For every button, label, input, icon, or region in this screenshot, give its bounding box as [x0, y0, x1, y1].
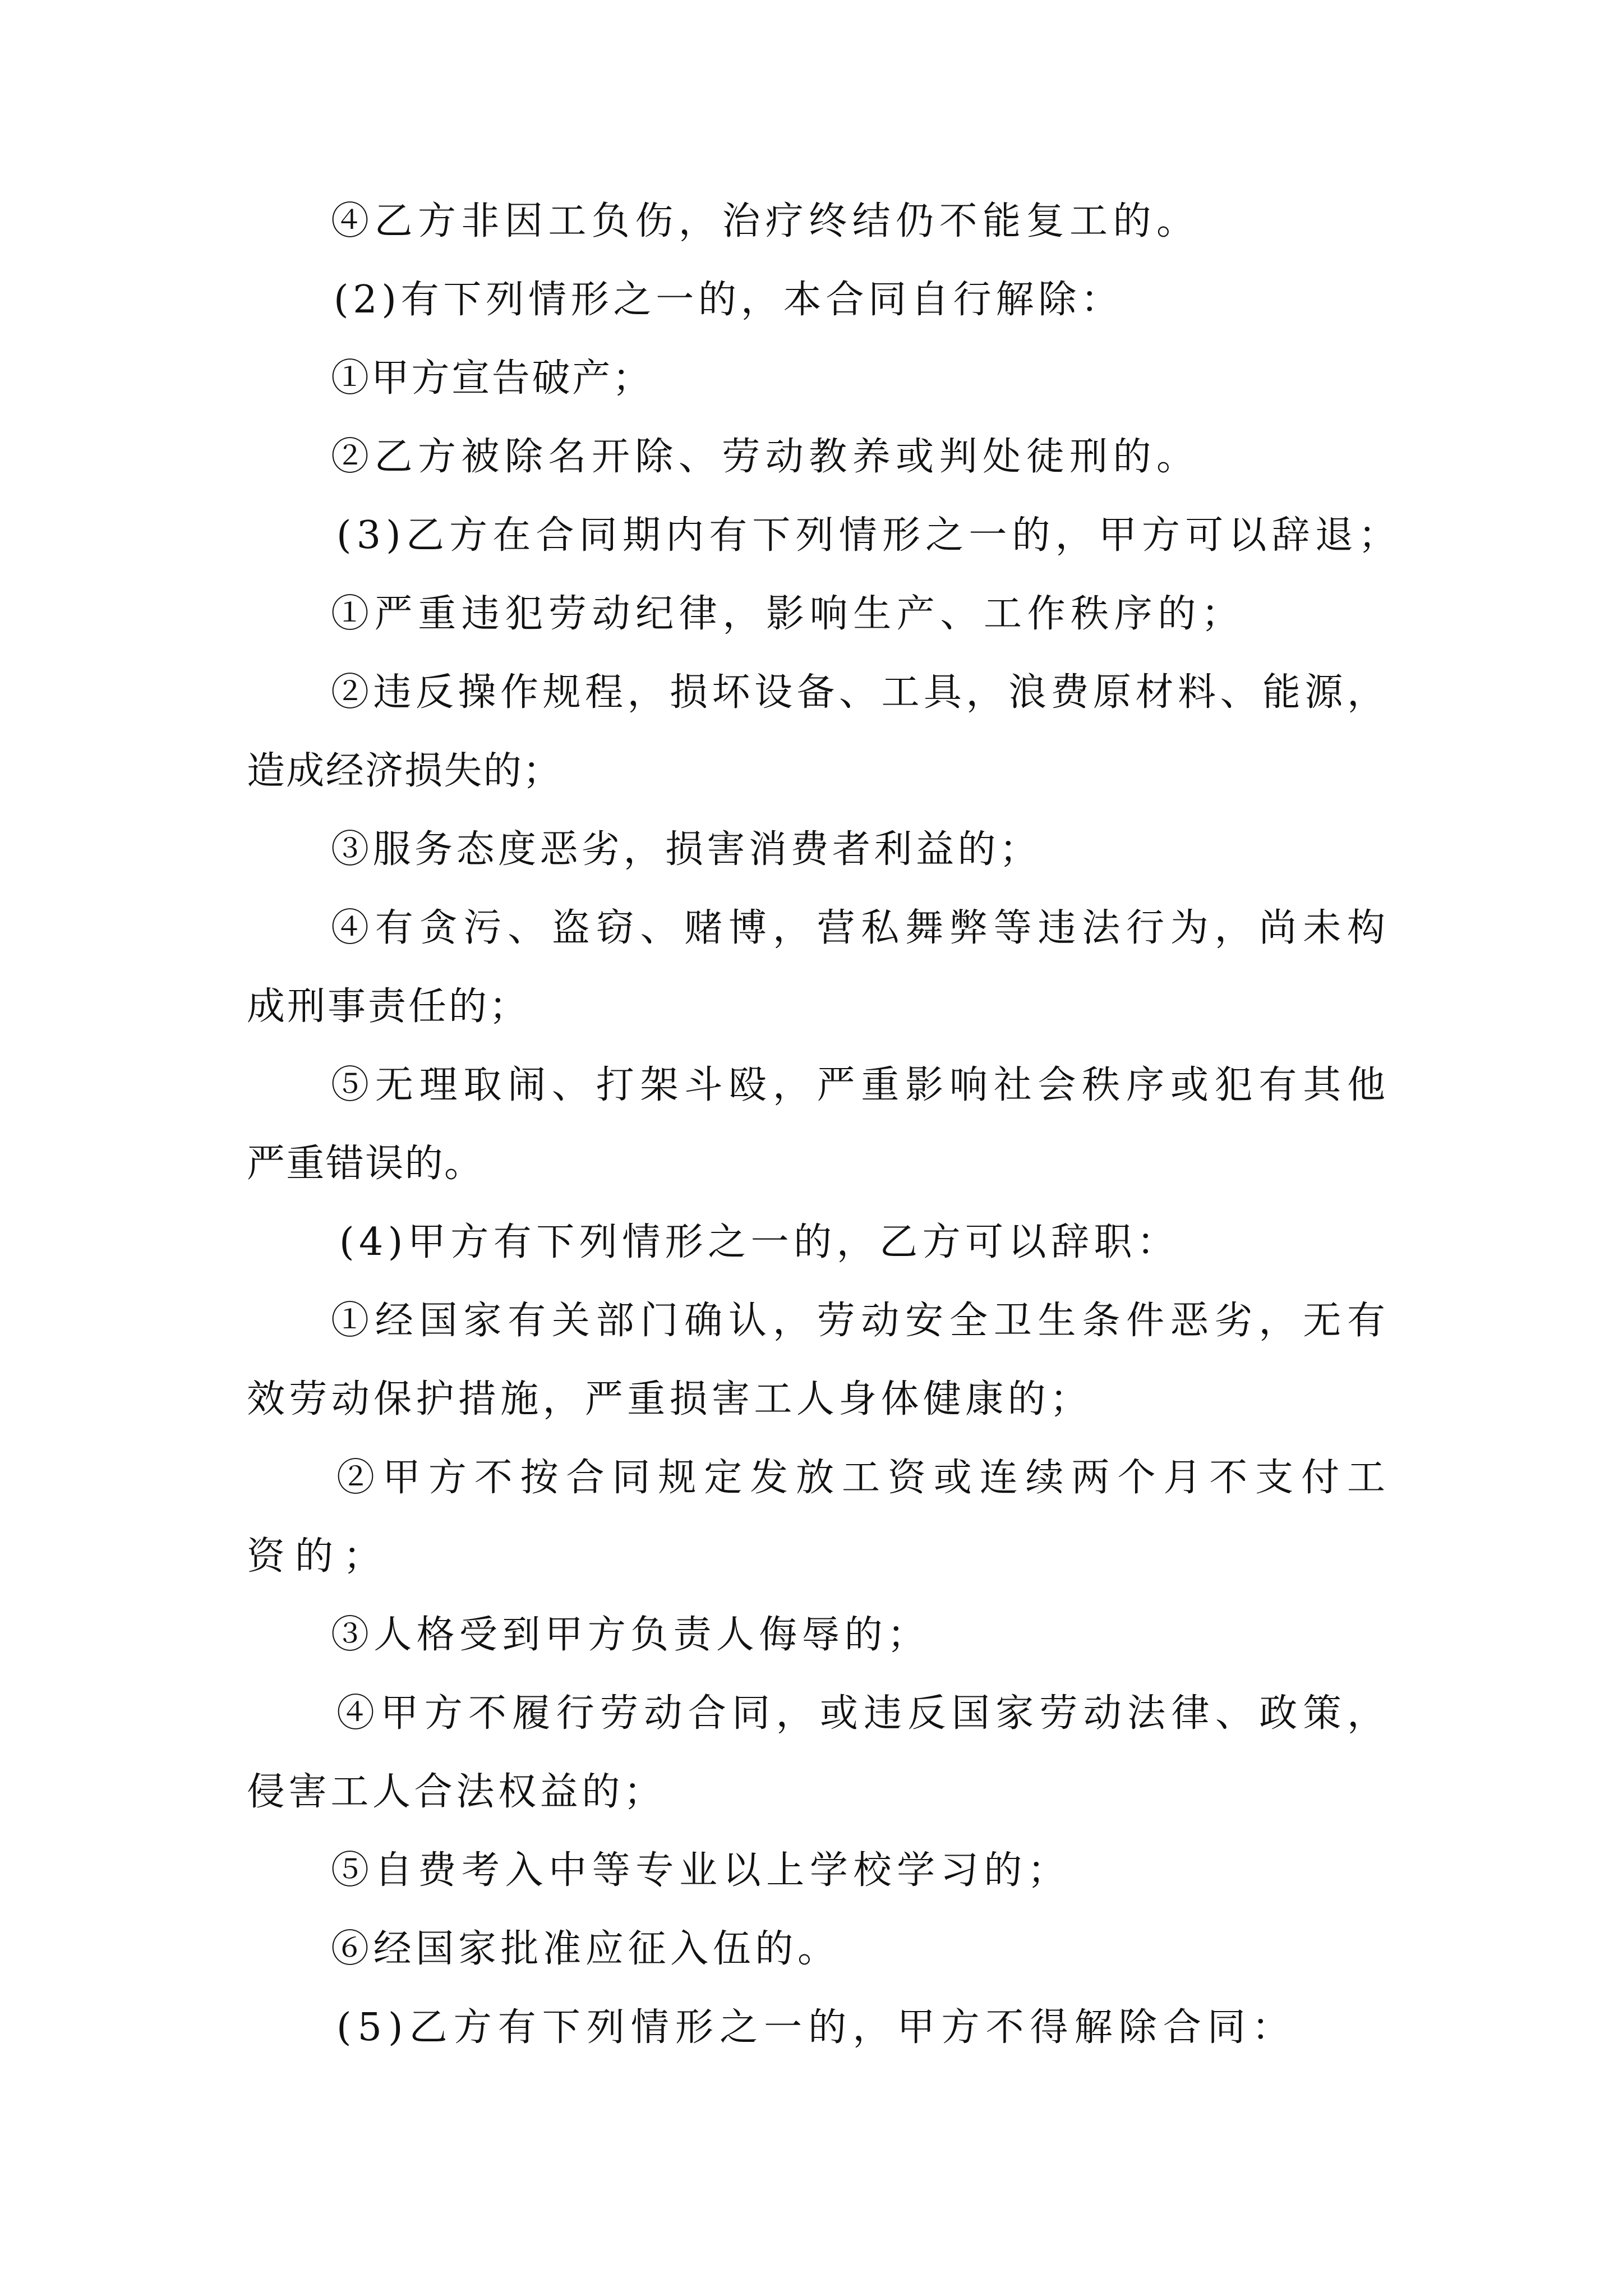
paragraph-line: ②乙方被除名开除、劳动教养或判处徒刑的。: [331, 435, 1200, 479]
paragraph-line: ③服务态度恶劣，损害消费者利益的；: [331, 827, 1041, 872]
paragraph-line: (2)有下列情形之一的，本合同自行解除：: [334, 278, 1123, 322]
paragraph-line: 效劳动保护措施，严重损害工人身体健康的；: [247, 1377, 1092, 1421]
paragraph-line: 成刑事责任的；: [247, 984, 529, 1029]
paragraph-line: 资的；: [247, 1534, 391, 1579]
paragraph-line: (4)甲方有下列情形之一的，乙方可以辞职：: [339, 1220, 1180, 1264]
paragraph-line: (5)乙方有下列情形之一的，甲方不得解除合同：: [336, 2005, 1297, 2050]
paragraph-line: 严重错误的。: [247, 1142, 484, 1186]
paragraph-line: ⑤无理取闹、打架斗殴，严重影响社会秩序或犯有其他: [331, 1063, 1391, 1107]
paragraph-line: ④乙方非因工负伤，治疗终结仍不能复工的。: [331, 199, 1200, 243]
paragraph-line: ③人格受到甲方负责人侮辱的；: [331, 1613, 930, 1657]
paragraph-line: ⑤自费考入中等专业以上学校学习的；: [331, 1848, 1071, 1893]
paragraph-line: ①甲方宣告破产；: [331, 356, 653, 401]
paragraph-line: ⑥经国家批准应征入伍的。: [331, 1927, 840, 1971]
paragraph-line: ②违反操作规程，损坏设备、工具，浪费原材料、能源，: [331, 670, 1390, 715]
paragraph-line: ④甲方不履行劳动合同，或违反国家劳动法律、政策，: [336, 1691, 1391, 1736]
paragraph-line: ①严重违犯劳动纪律，影响生产、工作秩序的；: [331, 592, 1245, 636]
paragraph-line: ④有贪污、盗窃、赌博，营私舞弊等违法行为，尚未构: [331, 906, 1391, 950]
paragraph-line: 造成经济损失的；: [247, 749, 562, 793]
paragraph-line: 侵害工人合法权益的；: [247, 1770, 666, 1814]
paragraph-line: ①经国家有关部门确认，劳动安全卫生条件恶劣，无有: [331, 1299, 1391, 1343]
paragraph-line: ②甲方不按合同规定发放工资或连续两个月不支付工: [336, 1456, 1393, 1500]
paragraph-line: (3)乙方在合同期内有下列情形之一的，甲方可以辞退；: [336, 513, 1402, 558]
